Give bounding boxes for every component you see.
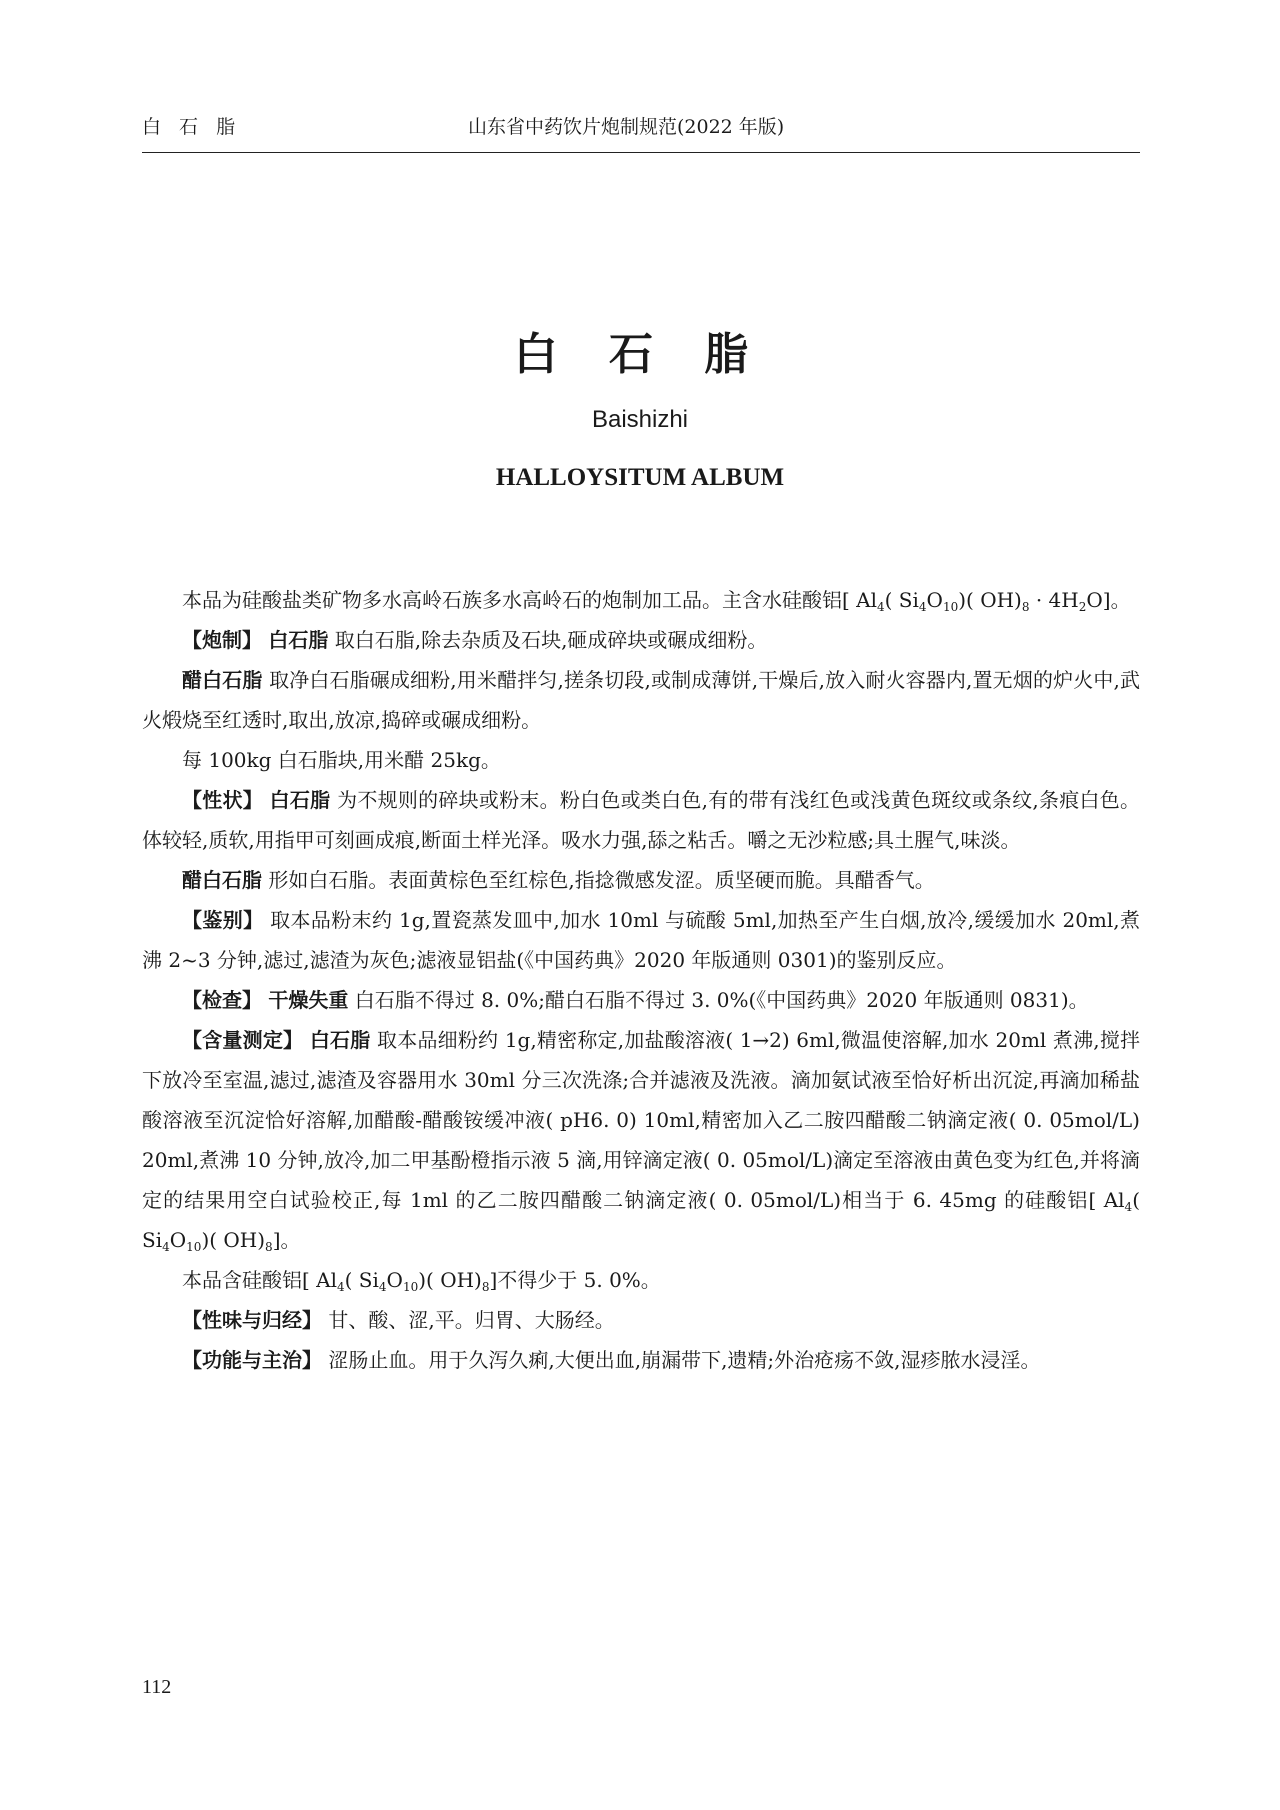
monograph-body [142,580,1140,1380]
header-rule [142,152,1140,153]
page-number: 112 [142,1676,172,1698]
page-title: 白 石 脂 [513,329,767,380]
section-label-functions: 【功能与主治】 [182,1348,322,1372]
section-label-properties: 【性状】 [182,788,264,812]
section-label-nature: 【性味与归经】 [182,1308,322,1332]
properties-paragraph: 【性状】 白石脂 为不规则的碎块或粉末。粉白色或类白色,有的带有浅红色或浅黄色斑纹或条纹,条痕白色。体较轻,质软,用指甲可刻画成痕,断面土样光泽。吸水力强,舔之粘舌。嚼之无沙粒感;具土腥气,味淡。 [142,788,1141,852]
item-name: 白石脂 [309,1028,371,1052]
item-name: 白石脂 [268,628,329,652]
intro-paragraph: 本品为硅酸盐类矿物多水高岭石族多水高岭石的炮制加工品。主含水硅酸铝[ $Al_4$( $Si_4O_{10}$)( $OH)_8 \cdot 4H_2O$]。 [182,588,1131,614]
identification-paragraph: 【鉴别】 取本品粉末约 1g,置瓷蒸发皿中,加水 10ml 与硫酸 5ml,加热至产生白烟,放冷,缓缓加水 20ml,煮沸 2~3 分钟,滤过,滤渣为灰色;滤液显铝盐(《中国药典》2020 年版通则 0301)的鉴别反应。 [142,908,1141,972]
functions-paragraph: 【功能与主治】 涩肠止血。用于久泻久痢,大便出血,崩漏带下,遗精;外治疮疡不敛,湿疹脓水浸淫。 [182,1348,1041,1372]
section-label-inspection: 【检查】 [182,988,262,1012]
processing-note: 每 100kg 白石脂块,用米醋 25kg。 [182,748,501,772]
processing-paragraph-2: 醋白石脂 取净白石脂碾成细粉,用米醋拌匀,搓条切段,或制成薄饼,干燥后,放入耐火容器内,置无烟的炉火中,武火煅烧至红透时,取出,放凉,捣碎或碾成细粉。 [142,668,1141,732]
section-label-identification: 【鉴别】 [182,908,264,932]
pinyin-name: Baishizhi [591,406,689,433]
processing-paragraph: 【炮制】 白石脂 取白石脂,除去杂质及石块,砸成碎块或碾成细粉。 [182,628,768,652]
item-name: 干燥失重 [268,988,349,1012]
assay-requirement: 本品含硅酸铝[ $Al_4$( $Si_4O_{10}$)( $OH)_8$]不得少于 5. 0%。 [182,1268,661,1294]
running-header-title: 山东省中药饮片炮制规范(2022 年版) [468,116,785,138]
inspection-paragraph: 【检查】 干燥失重 白石脂不得过 8. 0%;醋白石脂不得过 3. 0%(《中国药典》2020 年版通则 0831)。 [182,988,1089,1012]
assay-paragraph: 【含量测定】 白石脂 取本品细粉约 1g,精密称定,加盐酸溶液( 1→2) 6ml,微温使溶解,加水 20ml 煮沸,搅拌下放冷至室温,滤过,滤渣及容器用水 30ml 分三次洗涤;合并滤液及洗液。滴加氨试液至恰好析出沉淀,再滴加稀盐酸溶液至沉淀恰好溶解,加醋酸-醋酸铵缓冲液( pH6. 0) 10ml,精密加入乙二胺四醋酸二钠滴定液( 0. 05mol/L) 20ml,煮沸 10 分钟,放冷,加二甲基酚橙指示液 5 滴,用锌滴定液( 0. 05mol/L)滴定至溶液由黄色变为红色,并将滴定的结果用空白试验校正,每 1ml 的乙二胺四醋酸二钠滴定液( 0. 05mol/L)相当于 6. 45mg 的硅酸铝[ $Al_4$( $Si_4O_{10}$)( $OH)_8$]。 [142,1028,1141,1254]
section-label-processing: 【炮制】 [182,628,262,652]
latin-name: HALLOYSITUM ALBUM [495,464,785,491]
item-name: 醋白石脂 [182,868,262,892]
running-header-left: 白 石 脂 [142,116,242,138]
item-name: 醋白石脂 [182,668,263,692]
properties-paragraph-2: 醋白石脂 形如白石脂。表面黄棕色至红棕色,指捻微感发涩。质坚硬而脆。具醋香气。 [182,868,935,892]
nature-paragraph: 【性味与归经】 甘、酸、涩,平。归胃、大肠经。 [182,1308,615,1332]
item-name: 白石脂 [269,788,331,812]
section-label-assay: 【含量测定】 [182,1028,304,1052]
